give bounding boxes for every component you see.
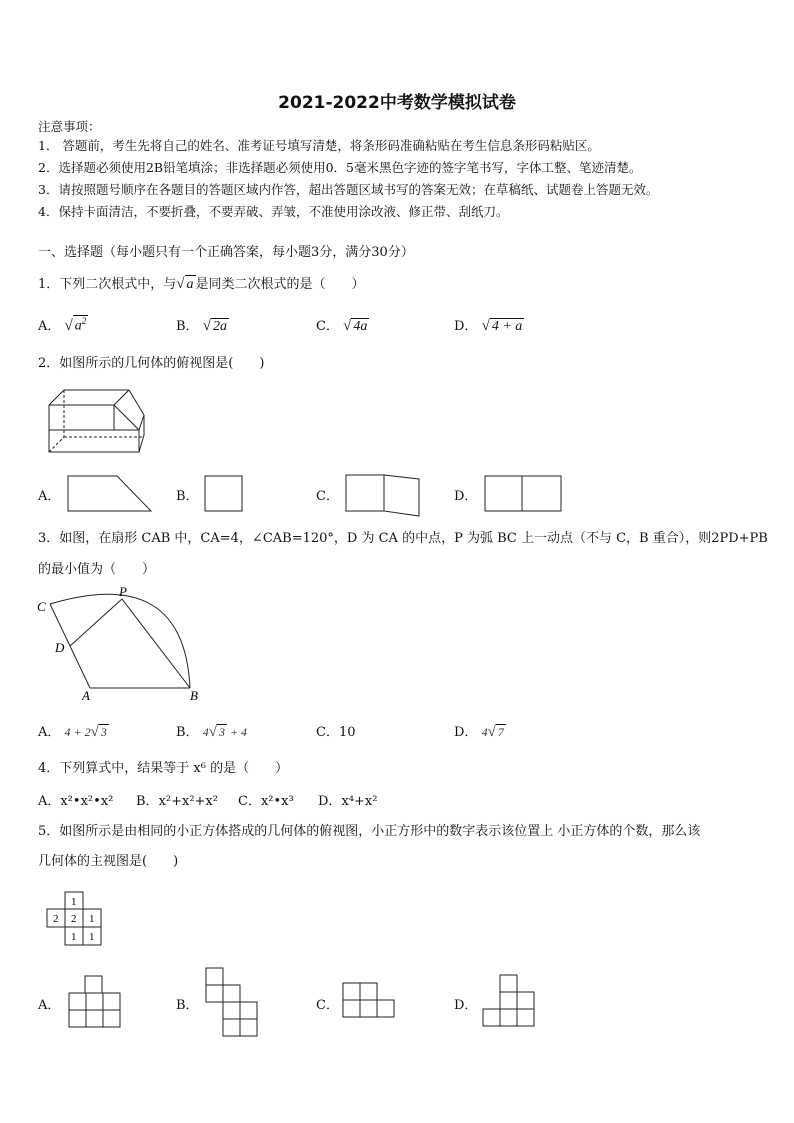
q1-stem-suffix: 是同类二次根式的是（ ） — [195, 277, 365, 292]
q1-option-c[interactable]: C． √ 4a — [316, 318, 368, 334]
q4-option-b[interactable]: B．x²+x²+x² — [136, 794, 218, 809]
grid-cell-r2c1: 1 — [71, 931, 77, 943]
q5-top-view-grid — [44, 891, 108, 947]
q1-stem — [38, 275, 365, 294]
q4-option-c[interactable]: C．x²•x³ — [238, 794, 294, 809]
notice-item-3: 3．请按照题号顺序在各题目的答题区域内作答，超出答题区域书写的答案无效；在草稿纸、试题卷上答题无效。 — [38, 182, 659, 197]
q2-option-d-figure[interactable] — [484, 474, 564, 514]
q3-point-d: D — [55, 640, 65, 655]
grid-cell-r0c1: 1 — [71, 896, 77, 908]
q3-point-a: A — [82, 688, 90, 703]
notice-heading: 注意事项： — [38, 119, 101, 134]
q5-option-c-figure[interactable] — [342, 982, 398, 1022]
q1-stem-prefix: 1．下列二次根式中，与 — [38, 277, 177, 292]
q5-option-a-figure[interactable] — [68, 975, 124, 1029]
grid-cell-r1c2: 1 — [89, 913, 95, 925]
q5-stem-line2: 几何体的主视图是( ) — [38, 854, 179, 869]
q2-option-a-label[interactable]: A． — [38, 489, 61, 504]
q5-option-c-label[interactable]: C． — [316, 998, 339, 1013]
section-heading: 一、选择题（每小题只有一个正确答案，每小题3分，满分30分） — [38, 245, 414, 260]
q3-stem-line2: 的最小值为（ ） — [38, 562, 156, 577]
notice-item-1: 1． 答题前，考生先将自己的姓名、准考证号填写清楚，将条形码准确粘贴在考生信息条形码粘贴区。 — [38, 138, 600, 153]
notice-item-4: 4．保持卡面清洁，不要折叠，不要弄破、弄皱，不准使用涂改液、修正带、刮纸刀。 — [38, 204, 509, 219]
q3-point-b: B — [190, 688, 198, 703]
q2-stem: 2．如图所示的几何体的俯视图是( ) — [38, 356, 265, 371]
q3-point-c: C — [37, 599, 46, 614]
q5-option-d-label[interactable]: D． — [454, 998, 478, 1013]
q5-option-d-figure[interactable] — [482, 974, 538, 1030]
q3-option-b[interactable]: B． 4√ 3 + 4 — [176, 724, 248, 740]
q5-option-b-figure[interactable] — [205, 967, 265, 1039]
q1-option-a[interactable]: A． √ $a^2$ — [38, 316, 87, 334]
q2-option-c-figure[interactable] — [345, 472, 425, 518]
q5-option-a-label[interactable]: A． — [38, 998, 61, 1013]
q2-option-a-figure[interactable] — [67, 474, 153, 514]
q1-option-b[interactable]: B． √ 2a — [176, 318, 227, 334]
q4-option-d[interactable]: D．x⁴+x² — [318, 794, 378, 809]
q3-point-p: P — [119, 584, 127, 599]
q3-option-d[interactable]: D． 4√ 7 — [454, 724, 504, 740]
grid-cell-r1c0: 2 — [53, 913, 59, 925]
q3-sector-figure — [34, 584, 214, 708]
grid-cell-r2c2: 1 — [89, 931, 95, 943]
q4-option-a[interactable]: A．x²•x²•x² — [38, 794, 114, 809]
q2-solid-figure — [44, 385, 148, 457]
q1-stem-radical: √ a — [176, 276, 194, 292]
q3-option-a[interactable]: A． 4 + 2√ 3 — [38, 724, 107, 740]
q5-option-b-label[interactable]: B． — [176, 998, 199, 1013]
page-title: 2021-2022中考数学模拟试卷 — [278, 93, 516, 113]
q2-option-b-figure[interactable] — [204, 474, 244, 514]
q2-option-d-label[interactable]: D． — [454, 489, 478, 504]
q3-stem-line1: 3．如图，在扇形 CAB 中，CA=4，∠CAB=120°，D 为 CA 的中点，P 为弧 BC 上一动点（不与 C，B 重合），则2PD+PB — [38, 531, 768, 546]
q4-stem: 4．下列算式中，结果等于 x⁶ 的是（ ） — [38, 761, 289, 776]
q3-option-c[interactable]: C．10 — [316, 725, 356, 740]
q5-stem-line1: 5．如图所示是由相同的小正方体搭成的几何体的俯视图，小正方形中的数字表示该位置上 小正方体的个数，那么该 — [38, 824, 701, 839]
grid-cell-r1c1: 2 — [71, 913, 77, 925]
notice-item-2: 2．选择题必须使用2B铅笔填涂；非选择题必须使用0．5毫米黑色字迹的签字笔书写，字体工整、笔迹清楚。 — [38, 160, 642, 175]
q2-option-b-label[interactable]: B． — [176, 489, 199, 504]
q1-option-d[interactable]: D． √ 4 + a — [454, 318, 523, 334]
q2-option-c-label[interactable]: C． — [316, 489, 339, 504]
